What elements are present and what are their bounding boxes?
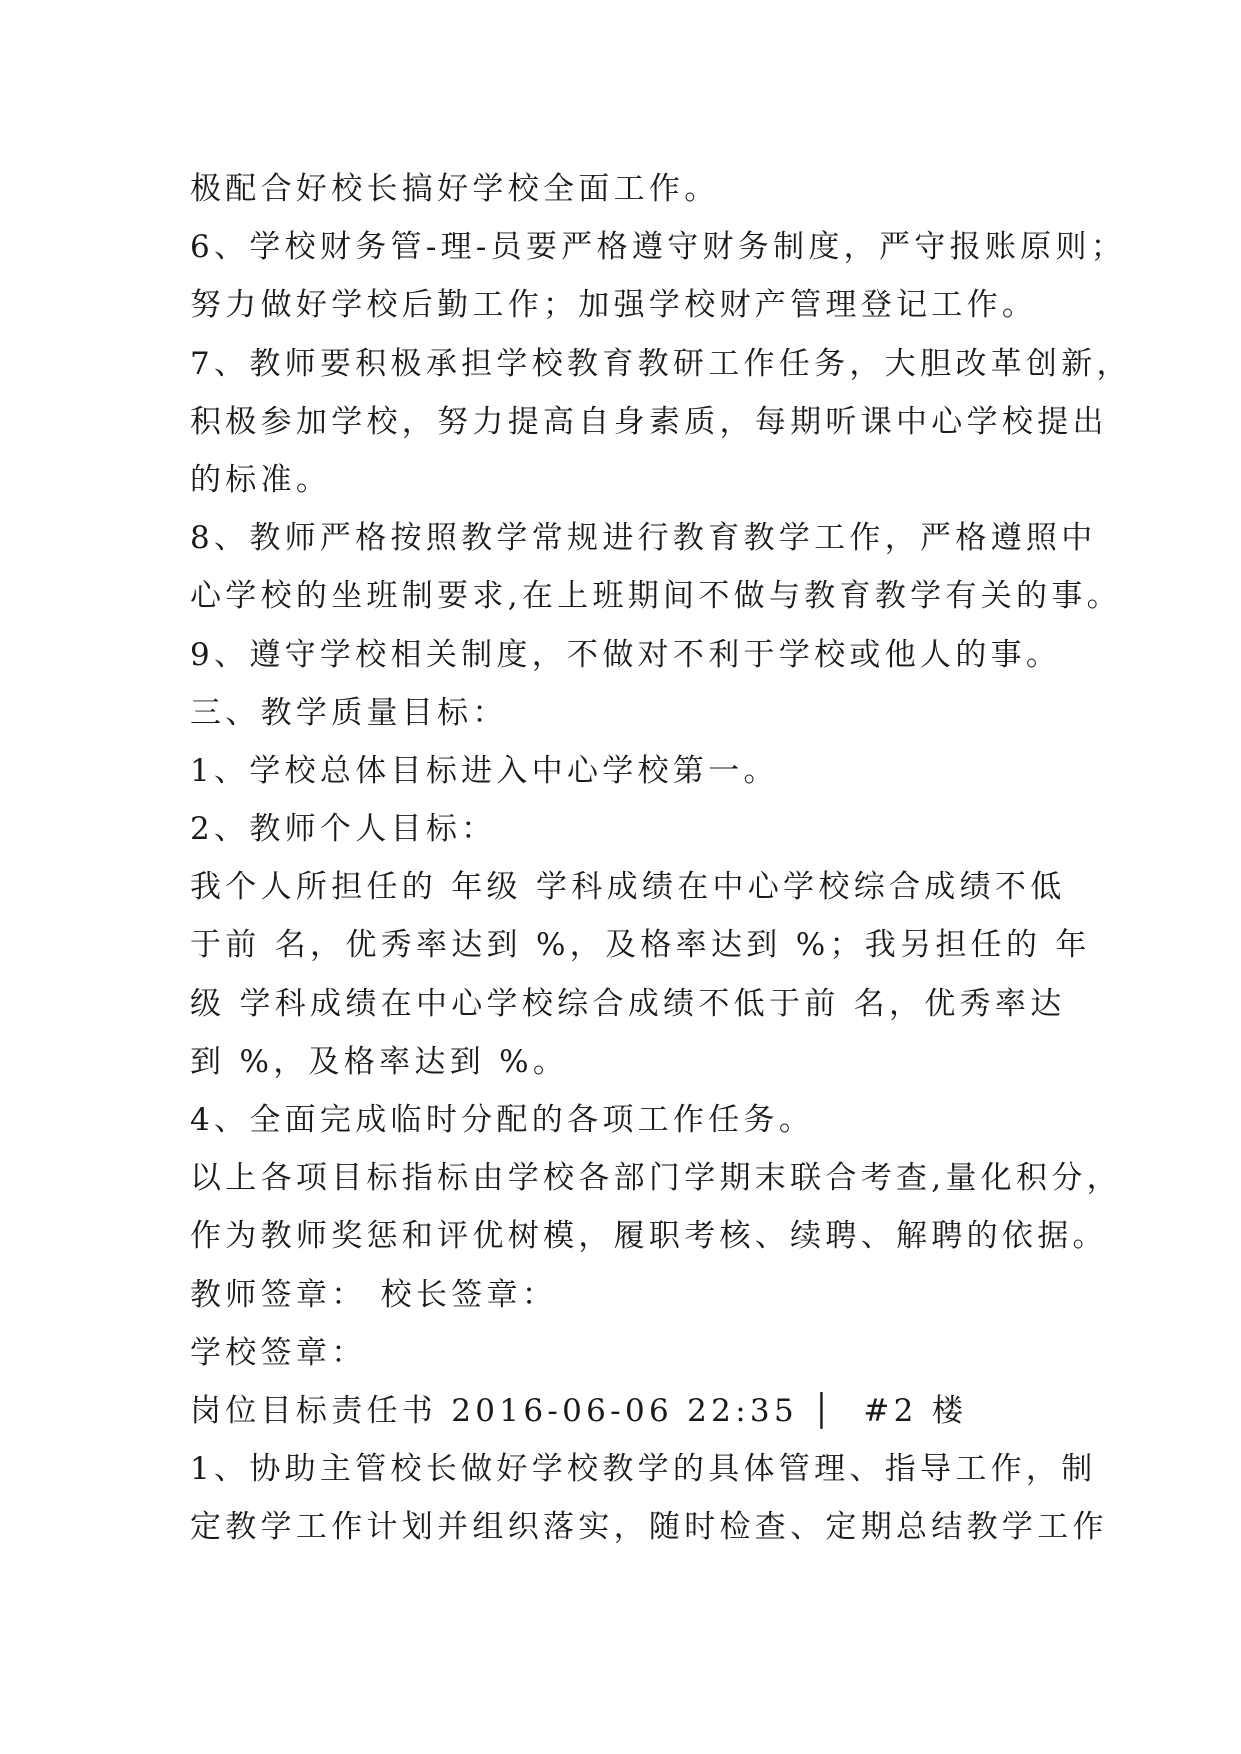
text-line: 心学校的坐班制要求,在上班期间不做与教育教学有关的事。 bbox=[190, 578, 1122, 615]
text-line: 6、学校财务管-理-员要严格遵守财务制度，严守报账原则； bbox=[190, 229, 1127, 266]
document-body bbox=[190, 160, 1132, 1557]
text-line: 努力做好学校后勤工作；加强学校财产管理登记工作。 bbox=[190, 287, 1038, 324]
text-line: 1、学校总体目标进入中心学校第一。 bbox=[190, 752, 779, 789]
text-line: 4、全面完成临时分配的各项工作任务。 bbox=[190, 1102, 815, 1138]
text-line: 7、教师要积极承担学校教育教研工作任务，大胆改革创新， bbox=[190, 345, 1132, 382]
text-line: 定教学工作计划并组织落实，随时检查、定期总结教学工作 bbox=[190, 1509, 1108, 1546]
text-line: 级 学科成绩在中心学校综合成绩不低于前 名，优秀率达 bbox=[190, 985, 1066, 1022]
post-header: 岗位目标责任书 2016-06-06 22:35 │ #2 楼 bbox=[190, 1392, 968, 1429]
text-line: 极配合好校长搞好学校全面工作。 bbox=[190, 171, 720, 207]
signature-line: 学校签章： bbox=[190, 1334, 367, 1371]
text-line: 积极参加学校，努力提高自身素质，每期听课中心学校提出 bbox=[190, 403, 1108, 440]
text-line: 8、教师严格按照教学常规进行教育教学工作，严格遵照中 bbox=[190, 520, 1097, 557]
text-line: 于前 名，优秀率达到 %，及格率达到 %；我另担任的 年 bbox=[190, 927, 1091, 964]
text-line: 的标准。 bbox=[190, 461, 332, 498]
signature-line: 教师签章： 校长签章： bbox=[190, 1276, 558, 1313]
section-heading: 三、教学质量目标： bbox=[190, 694, 508, 731]
text-line: 作为教师奖惩和评优树模，履职考核、续聘、解聘的依据。 bbox=[190, 1218, 1108, 1255]
text-line: 以上各项目标指标由学校各部门学期末联合考查,量化积分， bbox=[190, 1160, 1122, 1197]
text-line: 我个人所担任的 年级 学科成绩在中心学校综合成绩不低 bbox=[190, 869, 1066, 906]
text-line: 9、遵守学校相关制度，不做对不利于学校或他人的事。 bbox=[190, 636, 1062, 673]
text-line: 1、协助主管校长做好学校教学的具体管理、指导工作，制 bbox=[190, 1451, 1097, 1488]
text-line: 到 %，及格率达到 %。 bbox=[190, 1043, 569, 1080]
text-line: 2、教师个人目标： bbox=[190, 811, 497, 848]
